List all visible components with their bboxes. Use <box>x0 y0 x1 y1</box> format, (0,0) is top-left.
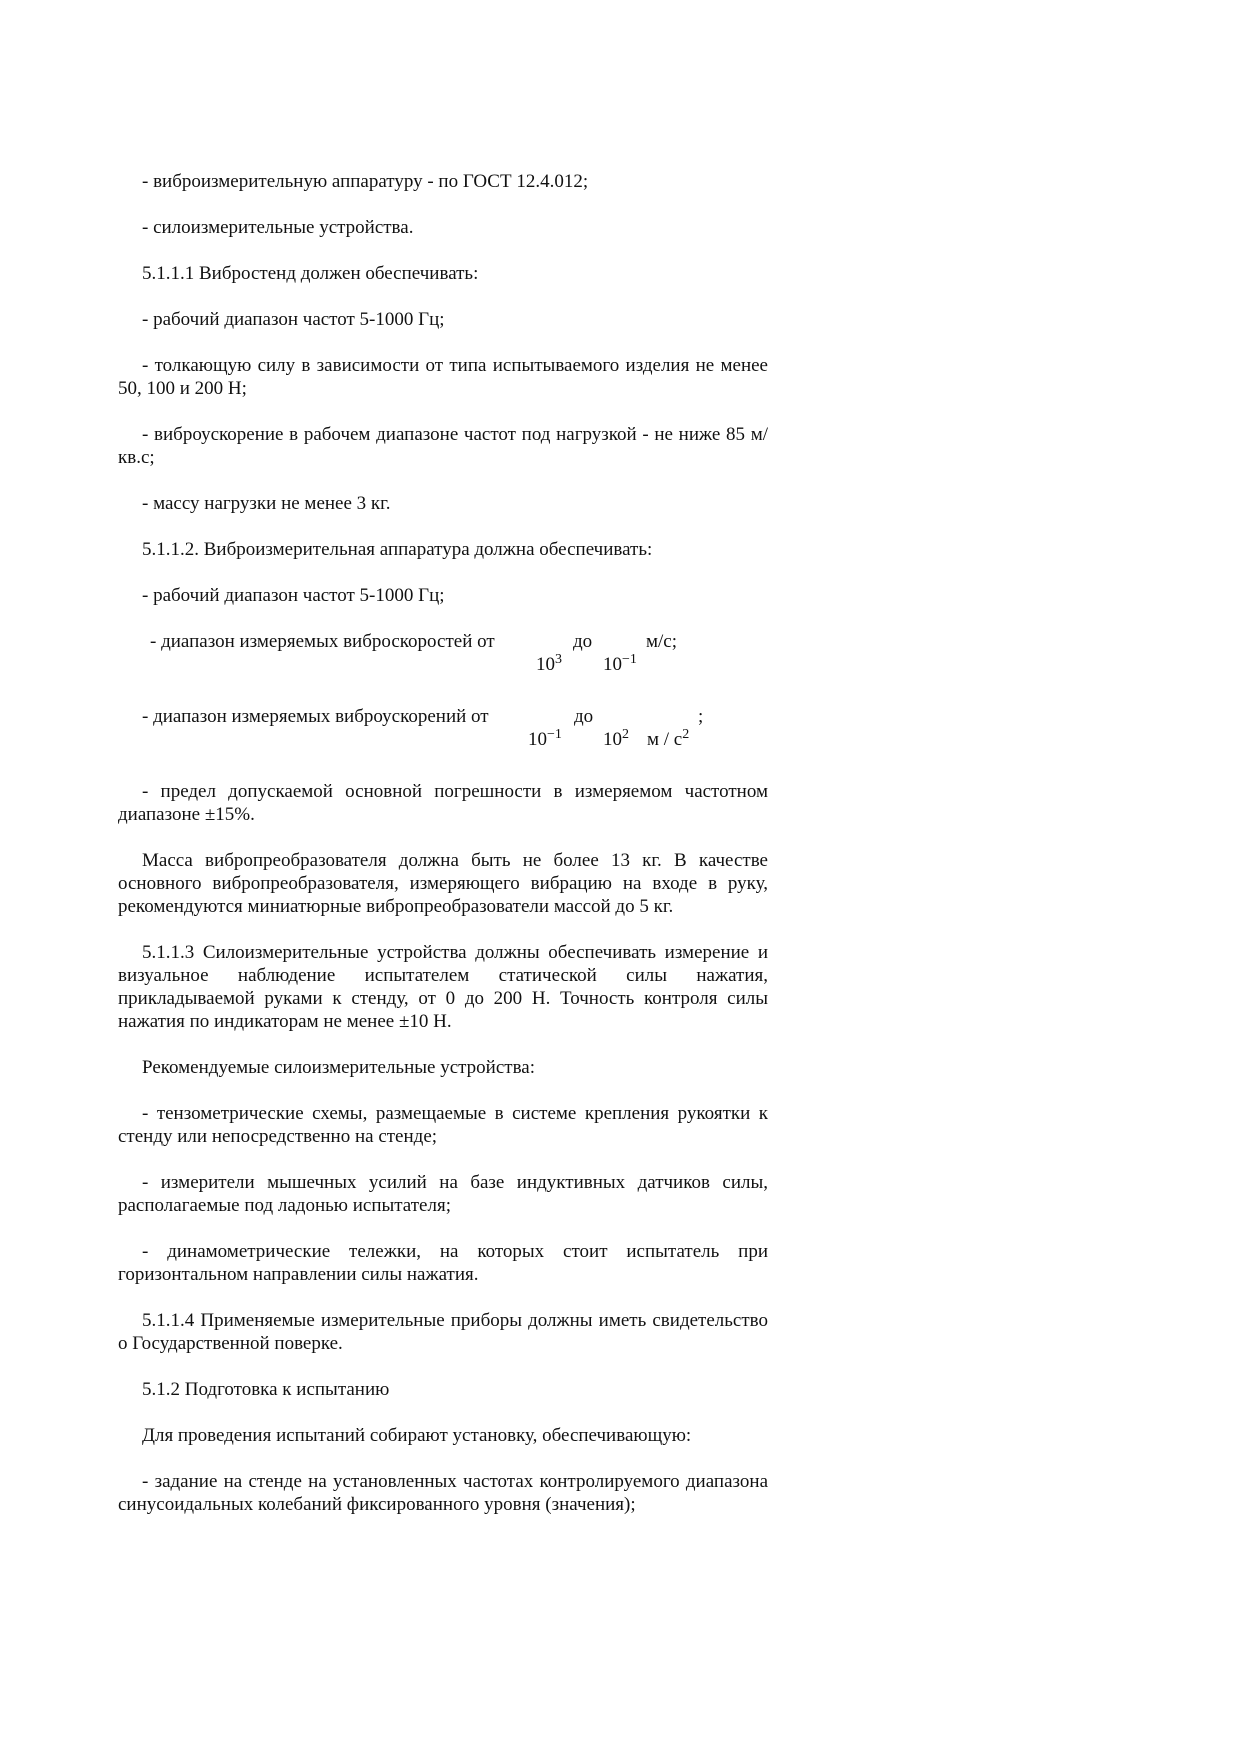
formula-velocity-range <box>118 630 768 675</box>
paragraph-force-devices: - силоизмерительные устройства. <box>142 217 414 238</box>
formula-acceleration-low: $10^{-1}$ <box>528 727 562 750</box>
formula-acceleration-do: до <box>574 706 594 727</box>
formula-acceleration-range <box>118 705 768 750</box>
paragraph-strain-gauges: - тензометрические схемы, размещаемые в системе крепления рукоятки к стенду или непосредственно на стенде; <box>118 1103 768 1147</box>
section-heading-5-1-1-1: 5.1.1.1 Вибростенд должен обеспечивать: <box>142 263 479 284</box>
formula-acceleration-high: $10^2$ <box>603 727 629 750</box>
paragraph-frequency-range: - рабочий диапазон частот 5-1000 Гц; <box>142 309 445 330</box>
paragraph-sinusoidal-task: - задание на стенде на установленных частотах контролируемого диапазона синусоидальных колебаний фиксированного уровня (значения); <box>118 1471 768 1515</box>
paragraph-test-setup: Для проведения испытаний собирают установку, обеспечивающую: <box>142 1425 692 1446</box>
section-heading-5-1-1-3: 5.1.1.3 Силоизмерительные устройства должны обеспечивать измерение и визуальное наблюдение испытателем статической силы нажатия, прикладываемой руками к стенду, от 0 до 200 Н. Точность контроля силы нажатия по индикаторам не менее ±10 Н. <box>118 942 768 1032</box>
formula-velocity-unit: м/с; <box>646 631 678 652</box>
formula-acceleration-unit: м / $с^2$ <box>647 727 690 750</box>
paragraph-recommended-devices: Рекомендуемые силоизмерительные устройства: <box>142 1057 536 1078</box>
formula-acceleration-end: ; <box>698 706 704 727</box>
paragraph-load-mass: - массу нагрузки не менее 3 кг. <box>142 493 391 514</box>
paragraph-dynamometric-carts: - динамометрические тележки, на которых стоит испытатель при горизонтальном направлении силы нажатия. <box>118 1241 768 1285</box>
paragraph-frequency-range-2: - рабочий диапазон частот 5-1000 Гц; <box>142 585 445 606</box>
formula-acceleration-text: - диапазон измеряемых виброускорений от <box>142 706 489 727</box>
section-heading-5-1-1-4: 5.1.1.4 Применяемые измерительные приборы должны иметь свидетельство о Государственной поверке. <box>118 1310 768 1354</box>
document-body <box>118 170 768 1516</box>
paragraph-acceleration: - виброускорение в рабочем диапазоне частот под нагрузкой - не ниже 85 м/кв.с; <box>118 424 768 468</box>
section-heading-5-1-1-2: 5.1.1.2. Виброизмерительная аппаратура должна обеспечивать: <box>142 539 653 560</box>
formula-velocity-low: $10^3$ <box>536 652 562 675</box>
paragraph-transducer-mass: Масса вибропреобразователя должна быть не более 13 кг. В качестве основного вибропреобразователя, измеряющего вибрацию на входе в руку, рекомендуются миниатюрные вибропреобразователи массой до 5 кг. <box>118 850 768 917</box>
paragraph-pushing-force: - толкающую силу в зависимости от типа испытываемого изделия не менее 50, 100 и 200 Н; <box>118 355 768 399</box>
formula-velocity-do: до <box>573 631 593 652</box>
paragraph-vibration-equipment: - виброизмерительную аппаратуру - по ГОСТ 12.4.012; <box>142 171 589 192</box>
formula-velocity-text: - диапазон измеряемых виброскоростей от <box>150 631 495 652</box>
paragraph-muscle-force-meters: - измерители мышечных усилий на базе индуктивных датчиков силы, располагаемые под ладонью испытателя; <box>118 1172 768 1216</box>
section-heading-5-1-2: 5.1.2 Подготовка к испытанию <box>142 1379 390 1400</box>
paragraph-error-limit: - предел допускаемой основной погрешности в измеряемом частотном диапазоне ±15%. <box>118 781 768 825</box>
formula-velocity-high: $10^{-1}$ <box>603 652 637 675</box>
